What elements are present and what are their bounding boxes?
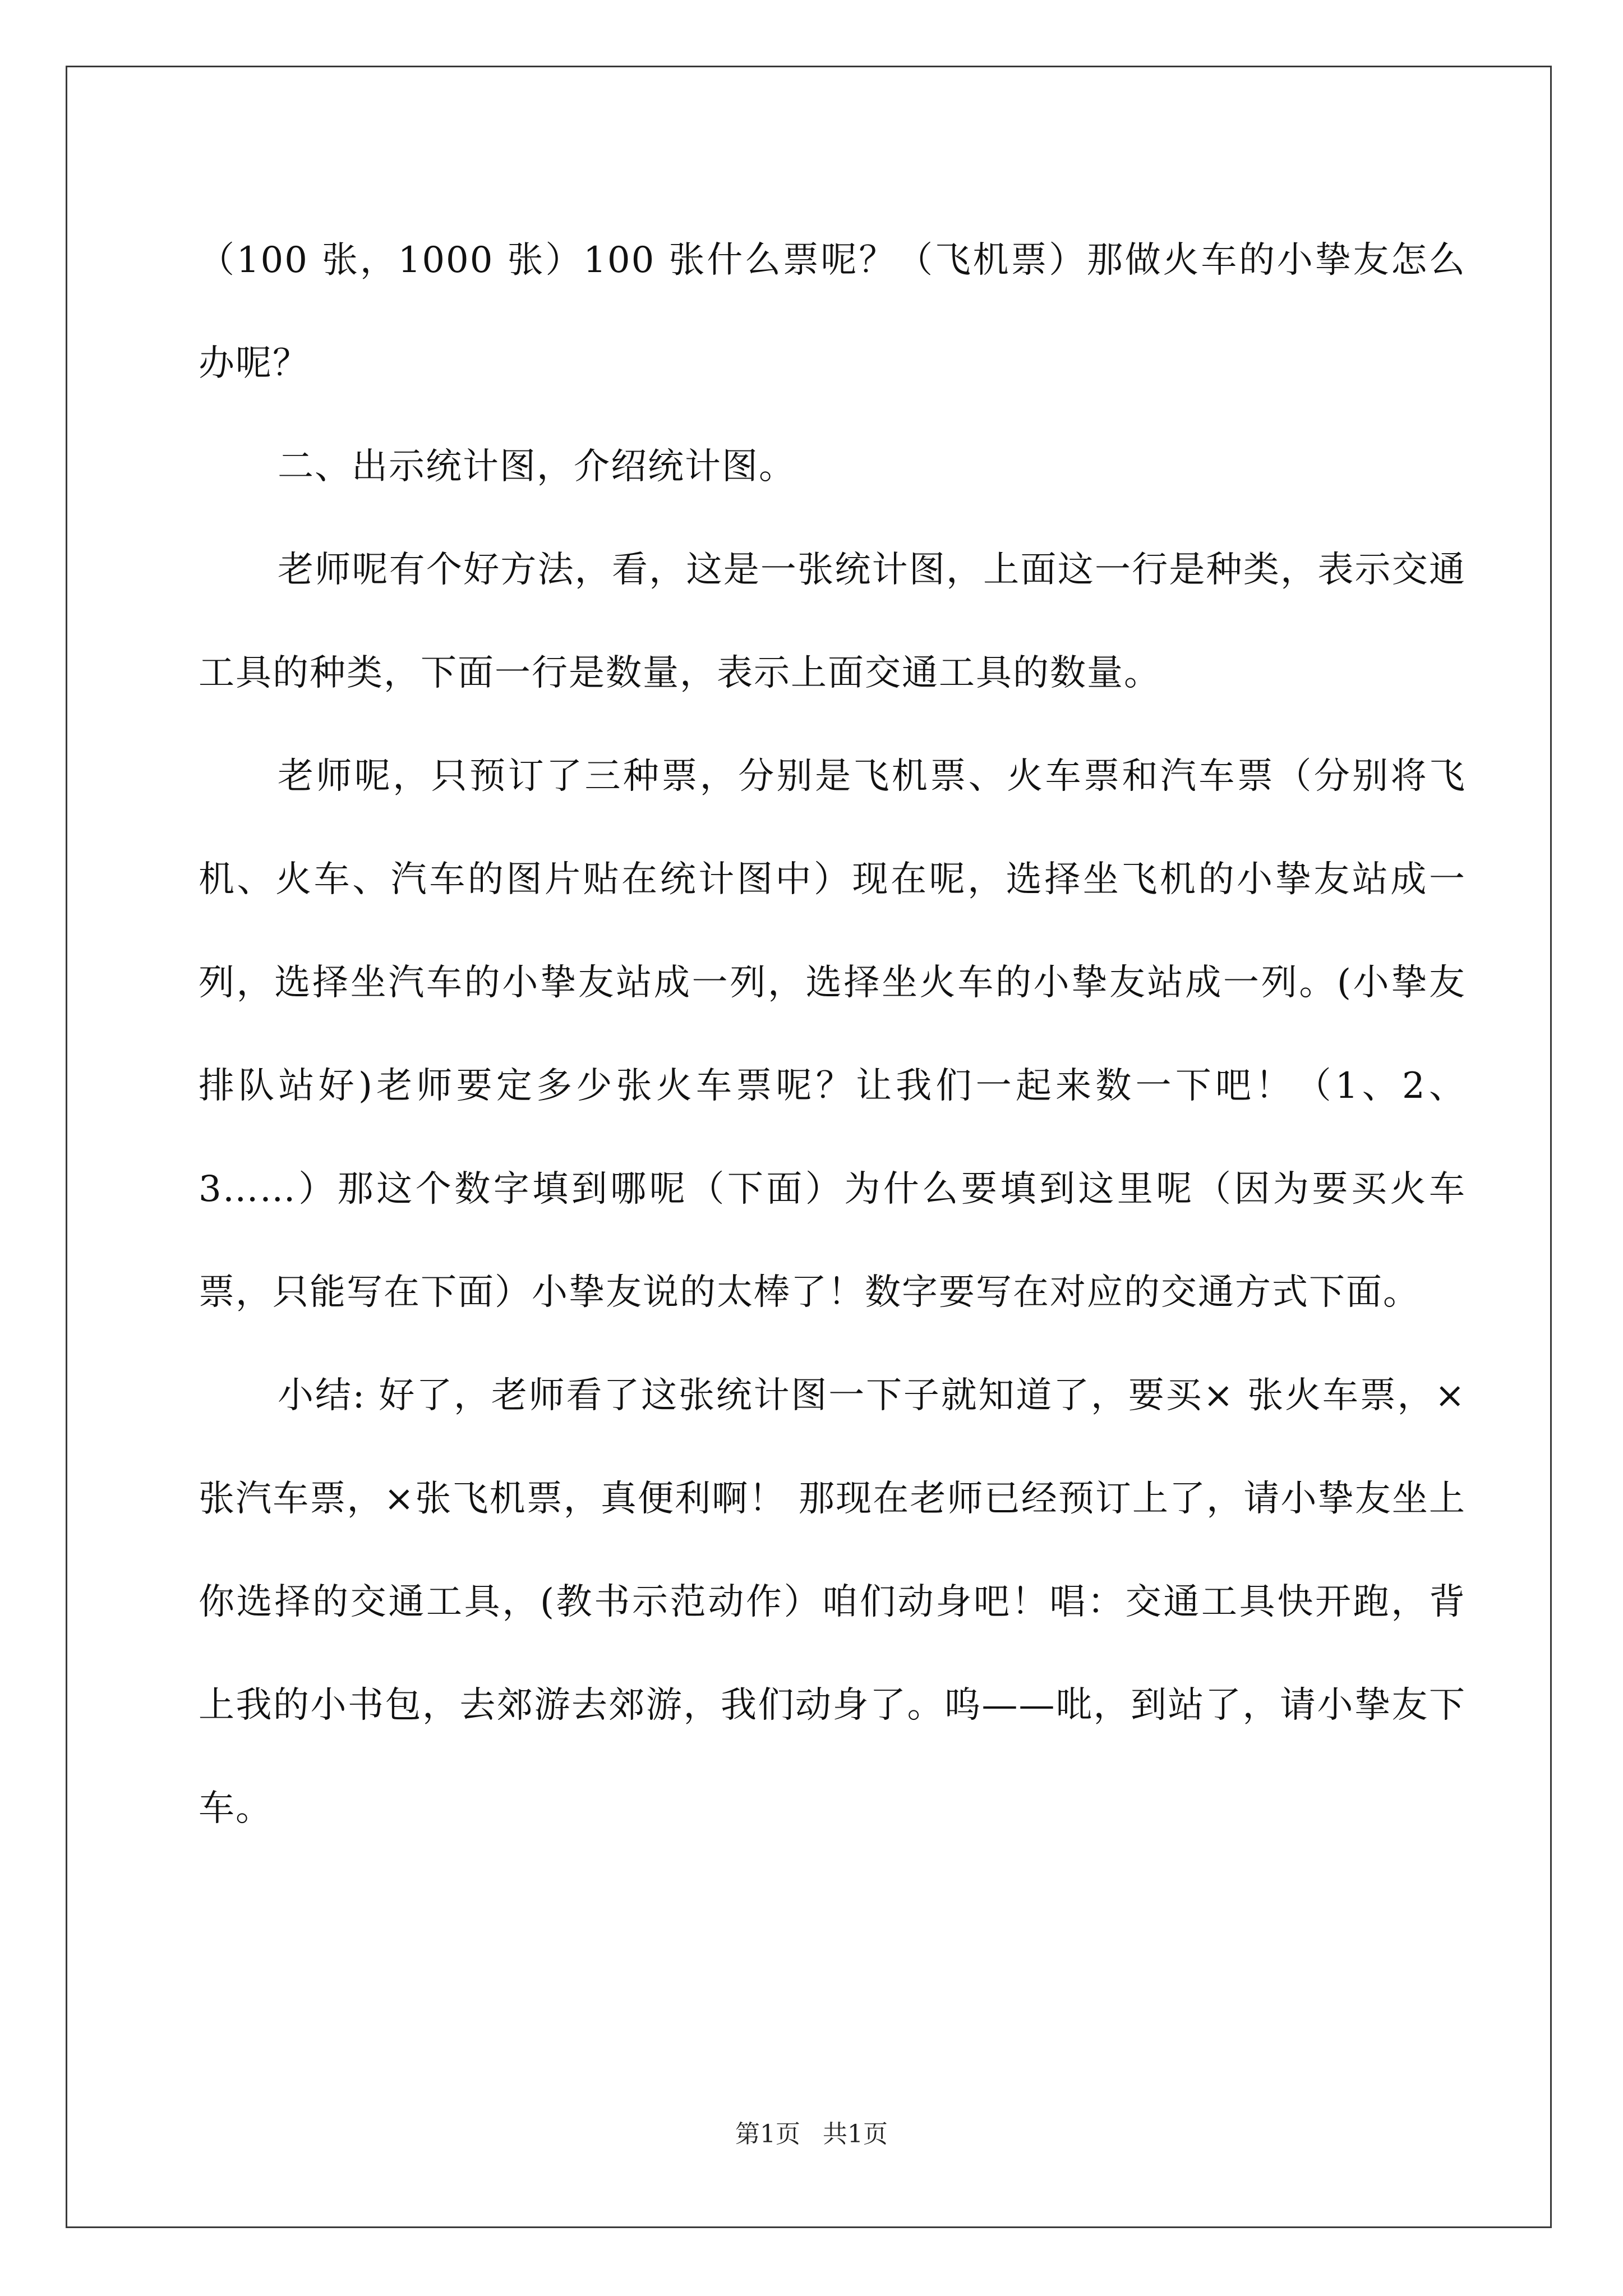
paragraph-1: （100 张，1000 张）100 张什么票呢？（飞机票）那做火车的小挚友怎么办呢？ xyxy=(199,240,1466,384)
page-footer xyxy=(0,2118,1623,2151)
document-body xyxy=(199,209,1466,1860)
page-total: 共1页 xyxy=(823,2120,888,2148)
paragraph-3: 老师呢有个好方法，看，这是一张统计图，上面这一行是种类，表示交通工具的种类，下面一行是数量，表示上面交通工具的数量。 xyxy=(199,549,1466,694)
paragraph-5: 小结: 好了，老师看了这张统计图一下子就知道了，要买× 张火车票，×张汽车票，×张飞机票，真便利啊！ 那现在老师已经预订上了，请小挚友坐上你选择的交通工具，(教书示范动作）咱们动身吧！唱：交通工具快开跑，背上我的小书包，去郊游去郊游，我们动身了。呜——吡，到站了，请小挚友下车。 xyxy=(199,1375,1466,1829)
paragraph-2: 二、出示统计图，介绍统计图。 xyxy=(278,446,796,487)
page-number: 第1页 xyxy=(735,2120,800,2148)
paragraph-4: 老师呢，只预订了三种票，分别是飞机票、火车票和汽车票（分别将飞机、火车、汽车的图片贴在统计图中）现在呢，选择坐飞机的小挚友站成一列，选择坐汽车的小挚友站成一列，选择坐火车的小挚友站成一列。(小挚友排队站好)老师要定多少张火车票呢？让我们一起来数一下吧！（1、2、3……）那这个数字填到哪呢（下面）为什么要填到这里呢（因为要买火车票，只能写在下面）小挚友说的太棒了！数字要写在对应的交通方式下面。 xyxy=(199,756,1466,1313)
